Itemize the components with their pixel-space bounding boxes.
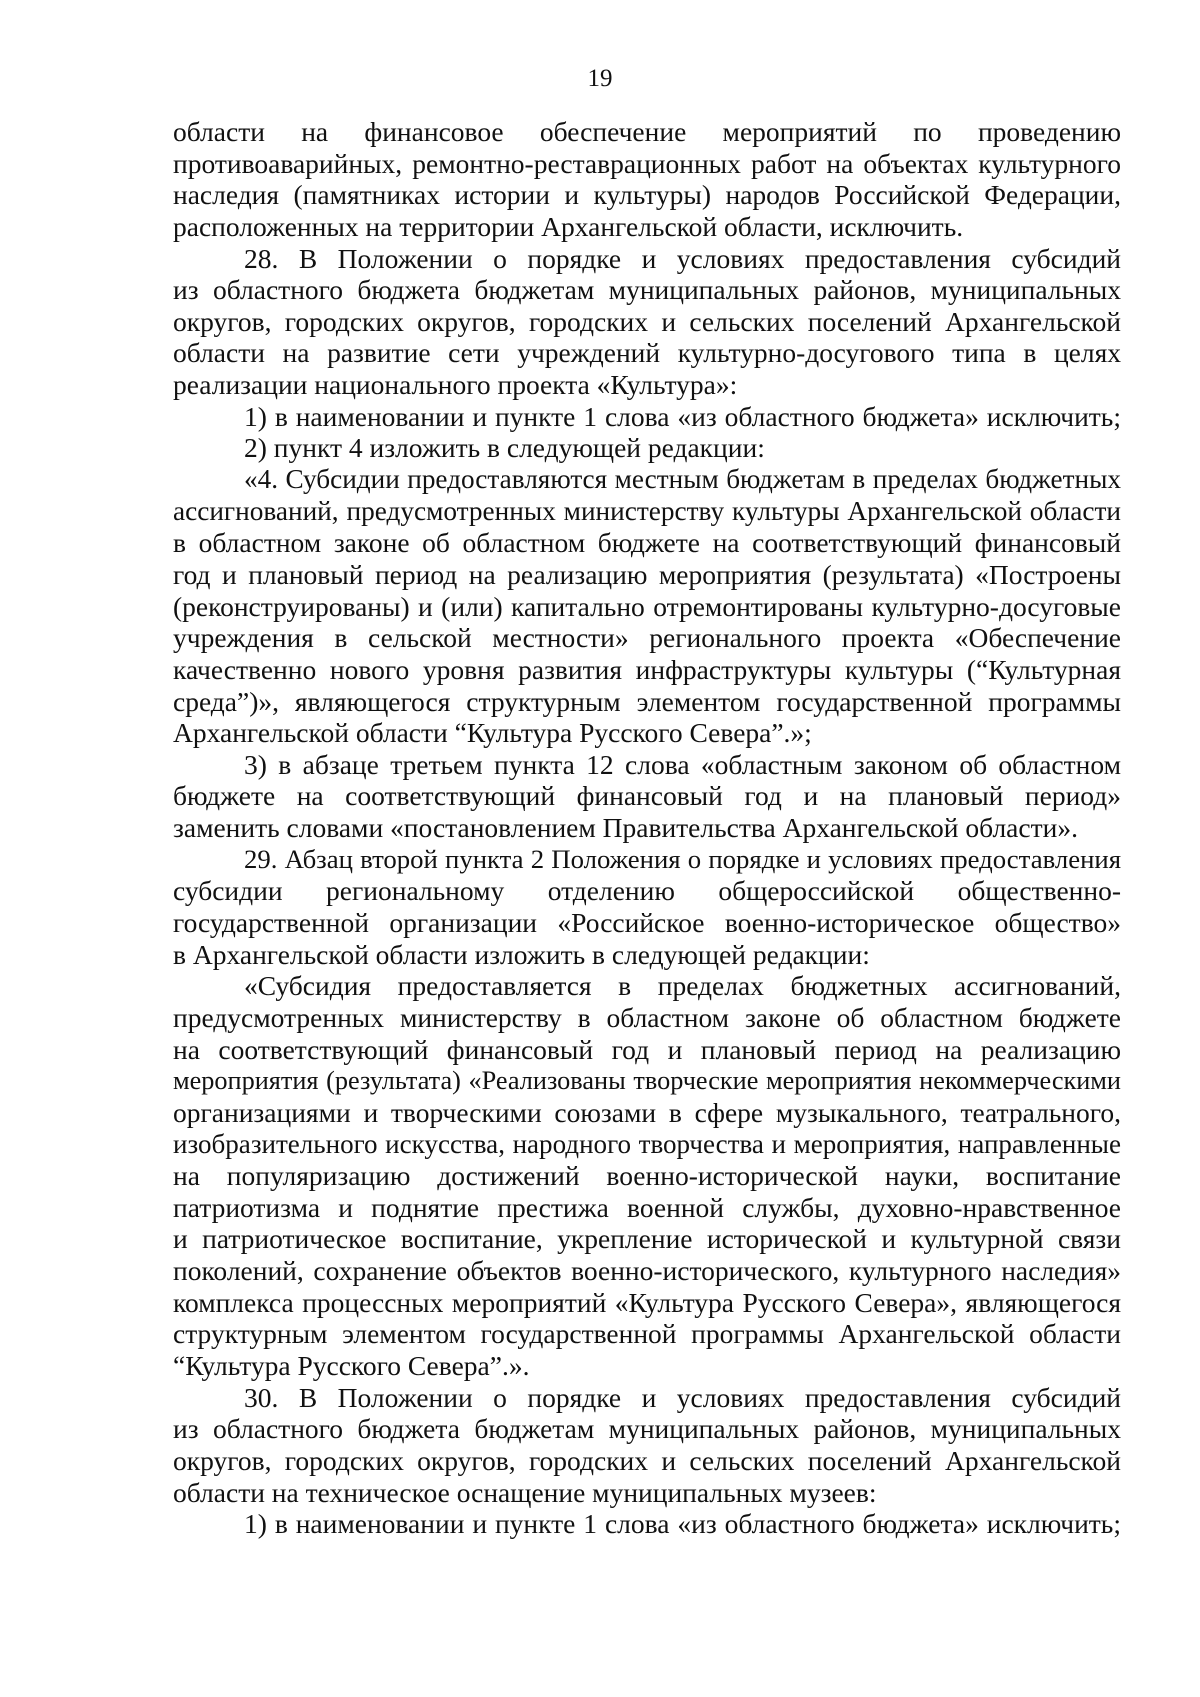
text-line: в Архангельской области изложить в следующей редакции: xyxy=(173,938,870,970)
text-line: ассигнований, предусмотренных министерству культуры Архангельской области xyxy=(173,495,1121,526)
text-line: округов, городских округов, городских и сельских поселений Архангельской xyxy=(173,1444,1121,1476)
text-line: (реконструированы) и (или) капитально отремонтированы культурно-досуговые xyxy=(173,590,1121,622)
text-line: структурным элементом государственной программы Архангельской области xyxy=(173,1318,1121,1350)
text-line: области на развитие сети учреждений культурно-досугового типа в целях xyxy=(173,337,1121,369)
text-line: наследия (памятниках истории и культуры) народов Российской Федерации, xyxy=(173,179,1121,211)
text-line: среда”)», являющегося структурным элементом государственной программы xyxy=(173,685,1121,717)
text-line: «4. Субсидии предоставляются местным бюджетам в пределах бюджетных xyxy=(244,464,1121,495)
text-line: “Культура Русского Севера”.». xyxy=(173,1349,530,1381)
text-line: расположенных на территории Архангельской области, исключить. xyxy=(173,210,964,242)
text-line: качественно нового уровня развития инфраструктуры культуры (“Культурная xyxy=(173,653,1121,685)
text-line: из областного бюджета бюджетам муниципальных районов, муниципальных xyxy=(173,274,1121,306)
text-line: 1) в наименовании и пункте 1 слова «из областного бюджета» исключить; xyxy=(244,1508,1121,1540)
text-line: «Субсидия предоставляется в пределах бюджетных ассигнований, xyxy=(244,970,1121,1002)
text-line: 29. Абзац второй пункта 2 Положения о порядке и условиях предоставления xyxy=(244,843,1121,874)
text-line: округов, городских округов, городских и сельских поселений Архангельской xyxy=(173,305,1121,337)
text-line: комплекса процессных мероприятий «Культура Русского Севера», являющегося xyxy=(173,1286,1121,1318)
text-line: патриотизма и поднятие престижа военной службы, духовно-нравственное xyxy=(173,1191,1121,1223)
text-line: 30. В Положении о порядке и условиях предоставления субсидий xyxy=(244,1381,1121,1413)
text-line: 2) пункт 4 изложить в следующей редакции: xyxy=(244,432,765,464)
text-line: субсидии региональному отделению общероссийской общественно- xyxy=(173,875,1121,907)
text-line: на популяризацию достижений военно-исторической науки, воспитание xyxy=(173,1160,1121,1192)
text-line: 1) в наименовании и пункте 1 слова «из областного бюджета» исключить; xyxy=(244,400,1121,432)
text-line: из областного бюджета бюджетам муниципальных районов, муниципальных xyxy=(173,1413,1121,1445)
text-line: реализации национального проекта «Культура»: xyxy=(173,369,738,401)
text-line: заменить словами «постановлением Правительства Архангельской области». xyxy=(173,812,1078,844)
text-line: в областном законе об областном бюджете на соответствующий финансовый xyxy=(173,527,1121,559)
text-line: год и плановый период на реализацию мероприятия (результата) «Построены xyxy=(173,558,1121,590)
page-number: 19 xyxy=(587,65,613,92)
text-line: области на техническое оснащение муниципальных музеев: xyxy=(173,1476,877,1508)
text-line: бюджете на соответствующий финансовый год и на плановый период» xyxy=(173,780,1121,812)
text-line: противоаварийных, ремонтно-реставрационных работ на объектах культурного xyxy=(173,147,1121,179)
document-body xyxy=(173,116,1121,1540)
text-line: мероприятия (результата) «Реализованы творческие мероприятия некоммерческими xyxy=(173,1066,1121,1096)
text-line: изобразительного искусства, народного творчества и мероприятия, направленные xyxy=(173,1128,1121,1159)
text-line: Архангельской области “Культура Русского Севера”.»; xyxy=(173,717,812,749)
text-line: и патриотическое воспитание, укрепление исторической и культурной связи xyxy=(173,1223,1121,1255)
text-line: 28. В Положении о порядке и условиях предоставления субсидий xyxy=(244,242,1121,274)
text-line: учреждения в сельской местности» регионального проекта «Обеспечение xyxy=(173,622,1121,654)
text-line: организациями и творческими союзами в сфере музыкального, театрального, xyxy=(173,1096,1121,1128)
text-line: предусмотренных министерству в областном законе об областном бюджете xyxy=(173,1001,1121,1033)
text-line: поколений, сохранение объектов военно-исторического, культурного наследия» xyxy=(173,1255,1121,1287)
text-line: 3) в абзаце третьем пункта 12 слова «областным законом об областном xyxy=(244,748,1121,780)
text-line: на соответствующий финансовый год и плановый период на реализацию xyxy=(173,1033,1121,1065)
text-line: области на финансовое обеспечение мероприятий по проведению xyxy=(173,116,1121,147)
text-line: государственной организации «Российское военно-историческое общество» xyxy=(173,907,1121,939)
